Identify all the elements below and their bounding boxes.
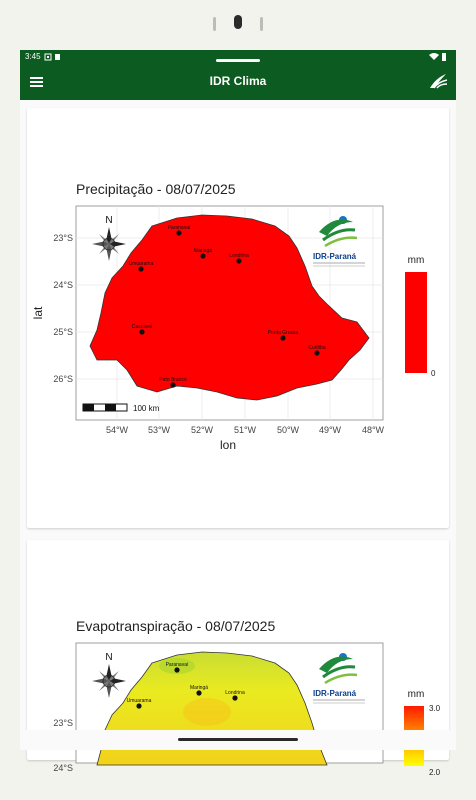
city-point [138, 266, 143, 271]
city-label: Pato Branco [159, 377, 187, 383]
legend-unit: mm [407, 689, 425, 700]
home-gesture-handle[interactable] [178, 738, 298, 741]
lon-ticks [106, 425, 385, 435]
city-label: Paranavaí [165, 662, 189, 668]
lon-tick: 53°W [147, 425, 171, 435]
hardware-button [213, 17, 216, 31]
city-point [314, 350, 319, 355]
city-point [136, 703, 141, 708]
city-label: Cascavel [131, 324, 153, 330]
lon-tick: 49°W [318, 425, 342, 435]
lon-tick: 50°W [276, 425, 300, 435]
scale-label: 100 km [133, 404, 160, 413]
city-label: Paranavaí [167, 225, 191, 231]
evapotranspiration-card [27, 540, 449, 777]
city-label: Ponta Grossa [267, 330, 299, 336]
city-point [200, 253, 205, 258]
precipitation-card [27, 108, 449, 528]
lat-tick: 26°S [53, 374, 73, 384]
lat-tick: 23°S [53, 718, 73, 728]
city-point [139, 329, 144, 334]
lat-tick: 24°S [53, 763, 73, 773]
city-label: Londrina [229, 253, 249, 259]
city-point [170, 382, 175, 387]
evapo-hotspot [183, 698, 231, 726]
lat-tick: 24°S [53, 280, 73, 290]
city-point [176, 230, 181, 235]
y-axis-label: lat [31, 306, 45, 320]
legend-label: 2.0 [429, 768, 441, 777]
city-point [174, 667, 179, 672]
legend-unit: mm [407, 255, 425, 266]
x-axis-label: lon [219, 438, 237, 452]
hardware-button [260, 17, 263, 31]
lat-ticks [53, 233, 73, 384]
city-label: Maringá [193, 248, 213, 254]
precipitation-map [27, 108, 449, 528]
precip-title: Precipitação - 08/07/2025 [76, 181, 236, 197]
north-label: N [105, 652, 113, 663]
lon-tick: 48°W [361, 425, 385, 435]
app-bar [20, 64, 456, 100]
idr-bird-logo-icon [428, 72, 448, 95]
status-time: 3:45 [25, 52, 41, 61]
city-label: Londrina [225, 690, 245, 696]
evapo-title: Evapotranspiração - 08/07/2025 [76, 618, 276, 634]
evapotranspiration-map [27, 540, 449, 777]
city-point [280, 335, 285, 340]
lon-tick: 51°W [233, 425, 257, 435]
lat-tick: 25°S [53, 327, 73, 337]
system-nav-bar [20, 730, 456, 750]
city-label: Curitiba [308, 345, 326, 351]
city-point [196, 690, 201, 695]
logo-text: IDR-Paraná [313, 252, 357, 261]
top-handle [216, 59, 260, 62]
city-label: Umuarama [126, 698, 152, 704]
city-label: Umuarama [128, 261, 154, 267]
legend-label: 3.0 [429, 704, 441, 713]
camera [234, 15, 242, 29]
device-screen [20, 50, 456, 777]
city-point [232, 695, 237, 700]
logo-text: IDR-Paraná [313, 689, 357, 698]
app-title: IDR Clima [209, 74, 267, 88]
city-point [236, 258, 241, 263]
legend-min: 0 [431, 369, 436, 378]
lon-tick: 54°W [105, 425, 129, 435]
legend-colorbar [405, 272, 427, 373]
city-label: Maringá [189, 685, 209, 691]
lon-tick: 52°W [190, 425, 214, 435]
north-label: N [105, 215, 113, 226]
lat-tick: 23°S [53, 233, 73, 243]
